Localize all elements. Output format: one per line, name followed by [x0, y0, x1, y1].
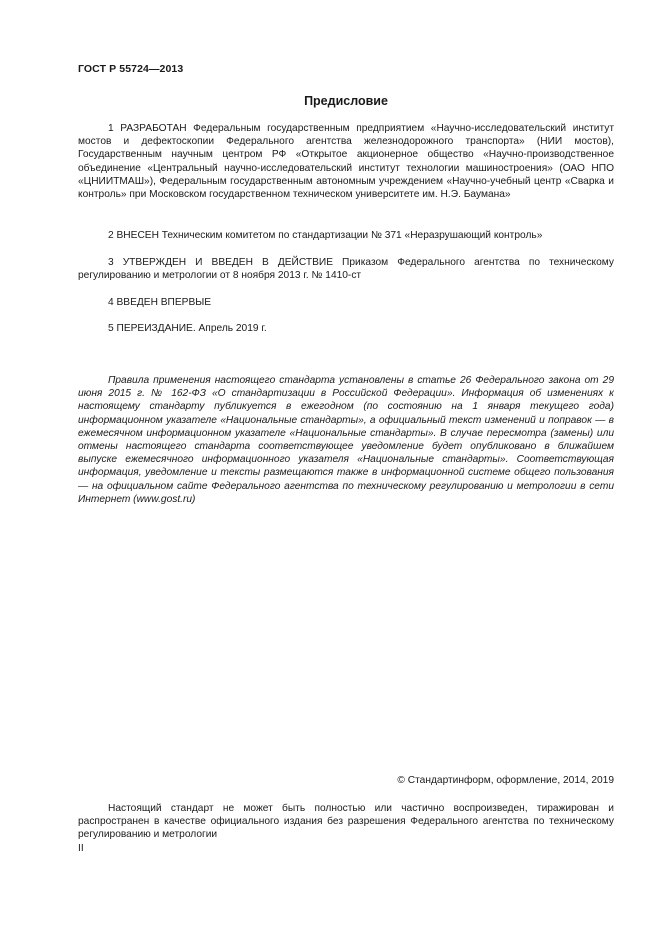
page-number: II — [78, 843, 84, 854]
document-id-header: ГОСТ Р 55724—2013 — [78, 63, 184, 75]
foreword-item-5: 5 ПЕРЕИЗДАНИЕ. Апрель 2019 г. — [108, 323, 267, 334]
foreword-item-3: 3 УТВЕРЖДЕН И ВВЕДЕН В ДЕЙСТВИЕ Приказом Федерального агентства по техническому регулированию и метрологии от 8 ноября 2013 г. № 1410-ст — [78, 257, 614, 282]
foreword-item-2: 2 ВНЕСЕН Техническим комитетом по стандартизации № 371 «Неразрушающий контроль» — [108, 230, 543, 241]
page-title: Предисловие — [304, 94, 388, 108]
application-rules-note: Правила применения настоящего стандарта установлены в статье 26 Федерального закона от 29 июня 2015 г. № 162-ФЗ «О стандартизации в Российской Федерации». Информация об изменениях к настоящему стандарту публикуется в ежегодном (по состоянию на 1 января текущего года) информационном указателе «Национальные стандарты», а официальный текст изменений и поправок — в ежемесячном информационном указателе «Национальные стандарты». В случае пересмотра (замены) или отмены настоящего стандарта соответствующее уведомление будет опубликовано в ближайшем выпуске ежемесячного информационного указателя «Национальные стандарты». Соответствующая информация, уведомление и тексты размещаются также в информационной системе общего пользования — на официальном сайте Федерального агентства по техническому регулированию и метрологии в сети Интернет (www.gost.ru) — [78, 375, 614, 505]
foreword-item-4: 4 ВВЕДЕН ВПЕРВЫЕ — [108, 297, 212, 308]
reproduction-notice: Настоящий стандарт не может быть полностью или частично воспроизведен, тиражирован и распространен в качестве официального издания без разрешения Федерального агентства по техническому регулированию и метрологии — [78, 803, 614, 841]
foreword-item-1: 1 РАЗРАБОТАН Федеральным государственным предприятием «Научно-исследовательский институт мостов и дефектоскопии Федерального агентства железнодорожного транспорта» (НИИ мостов), Государственным научным центром РФ «Открытое акционерное общество «Научно-производственное объединение «Центральный научно-исследовательский институт технологии машиностроения» (ОАО НПО «ЦНИИТМАШ»), Федеральным государственным автономным учреждением «Научно-учебный центр «Сварка и контроль» при Московском государственном техническом университете им. Н.Э. Баумана» — [78, 123, 614, 201]
copyright-line: © Стандартинформ, оформление, 2014, 2019 — [397, 775, 614, 786]
